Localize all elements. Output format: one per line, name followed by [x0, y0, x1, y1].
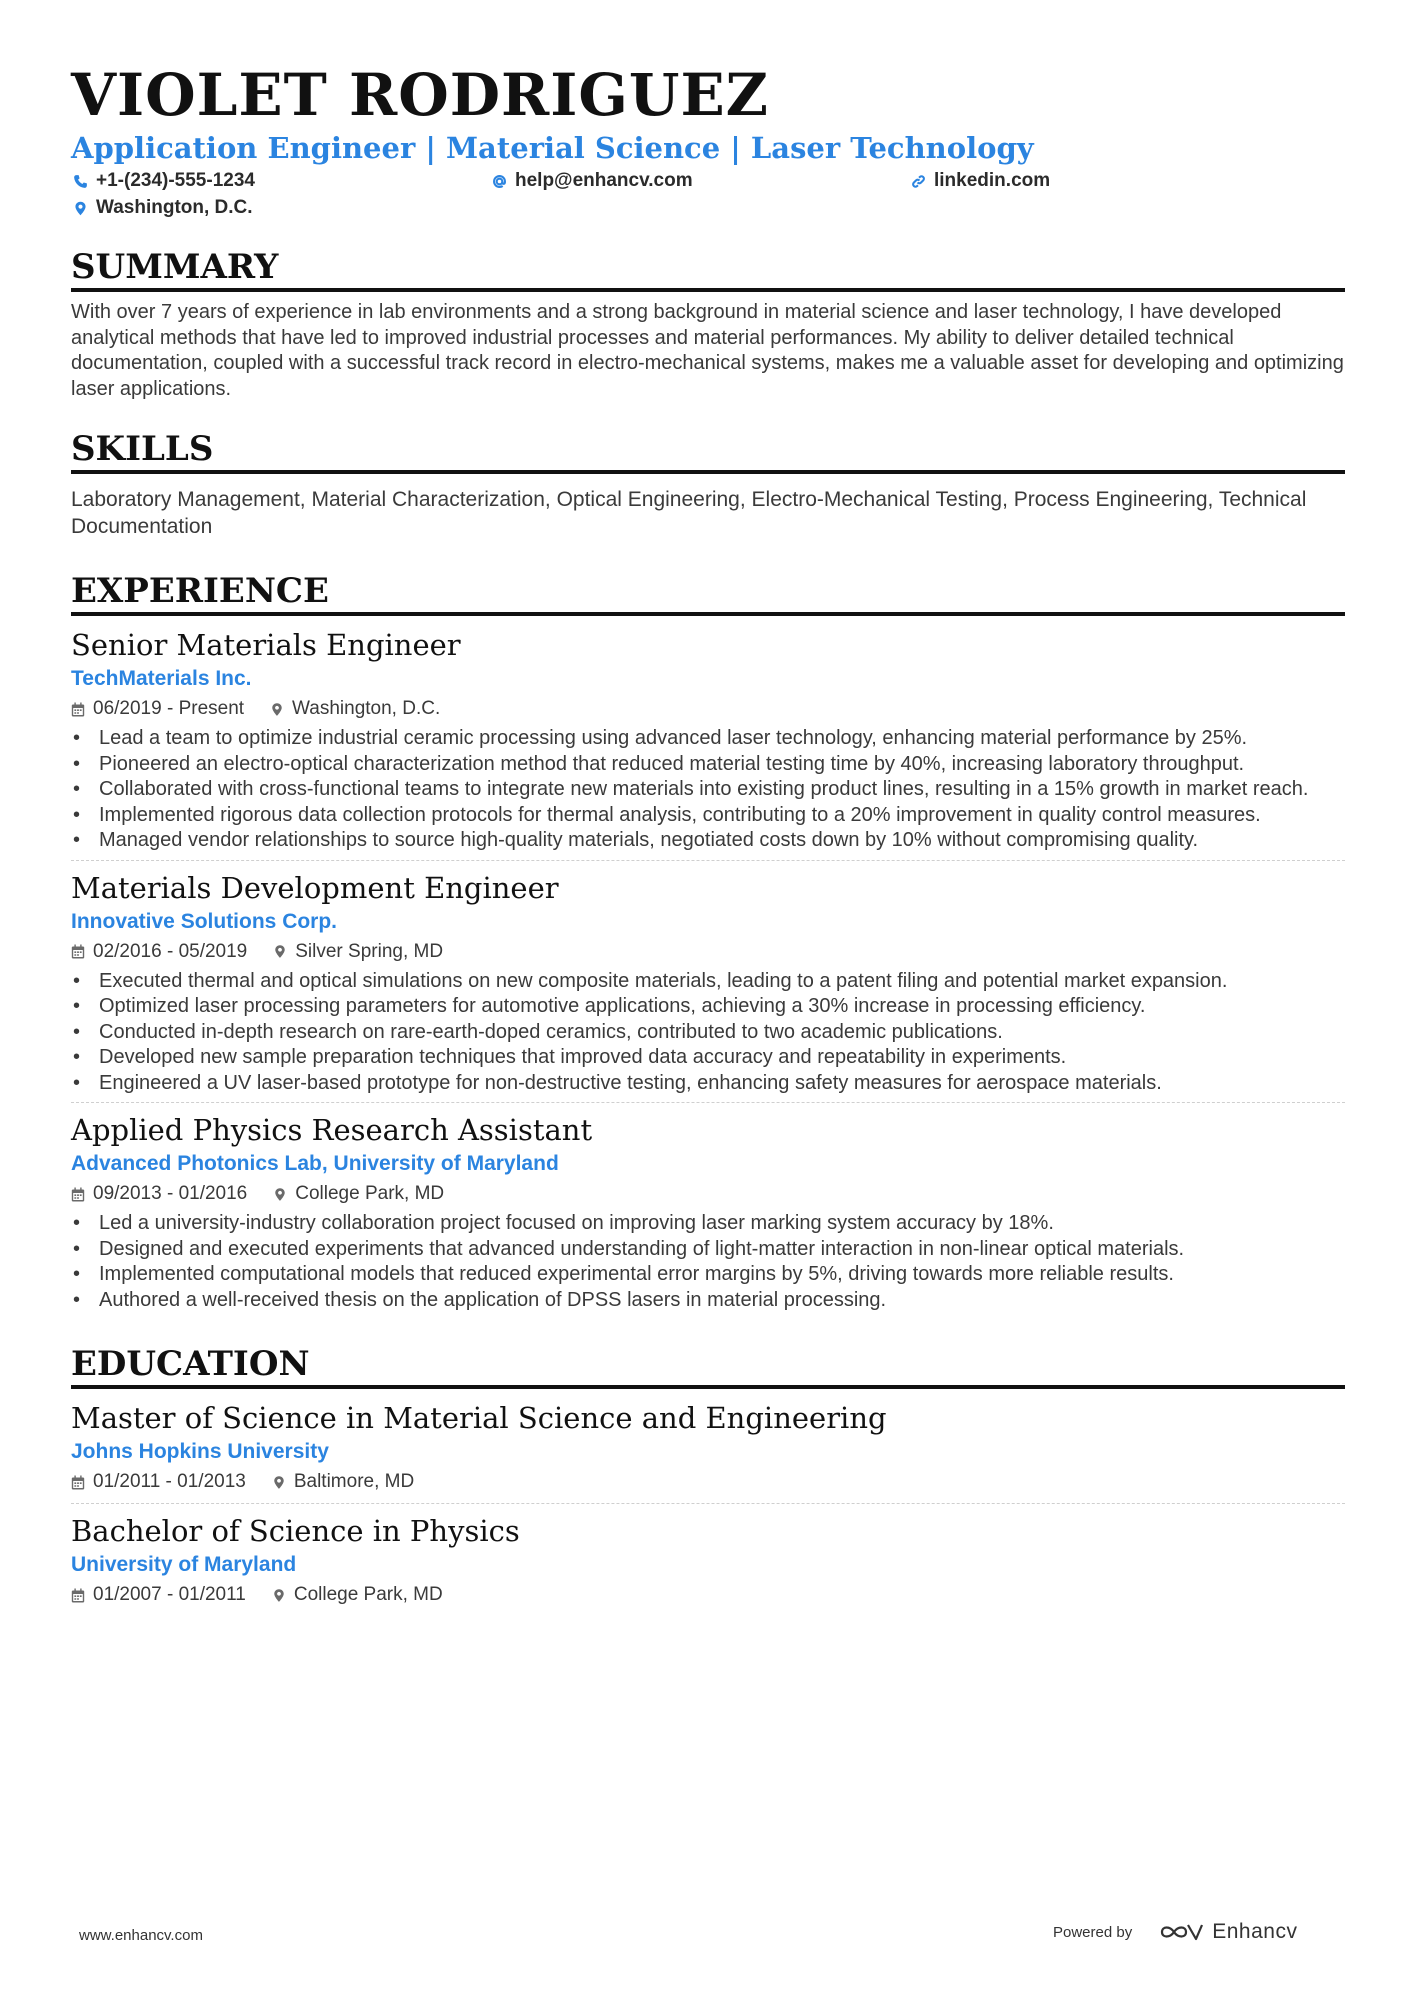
achievement-item: • Conducted in-depth research on rare-earth-doped ceramics, contributed to two academic publications.: [71, 1020, 1345, 1046]
experience-section: [71, 570, 1345, 1319]
location-pin-icon: [270, 702, 284, 717]
summary-text: With over 7 years of experience in lab environments and a strong background in material science and laser technology, I have developed analytical methods that have led to improved industrial processes and material performances. My ability to deliver detailed technical documentation, coupled with a successful track record in electro-mechanical systems, makes me a valuable asset for developing and optimizing laser applications.: [71, 301, 1344, 400]
contact-location: [73, 195, 253, 221]
entry-meta: [71, 937, 1345, 967]
entry-meta: [71, 1467, 1345, 1497]
entry-location: [272, 1467, 414, 1497]
achievement-list: [71, 1211, 1345, 1313]
job-title: Materials Development Engineer: [71, 870, 559, 905]
contact-email[interactable]: [492, 168, 693, 194]
calendar-icon: [71, 944, 85, 959]
education-section: [71, 1343, 1345, 1616]
resume-page: [71, 60, 1345, 1616]
entry-dates: [71, 1580, 246, 1610]
entry-location-text: Washington, D.C.: [292, 698, 441, 719]
achievement-list: [71, 969, 1345, 1097]
entry-dates: [71, 1467, 246, 1497]
contact-linkedin[interactable]: [911, 168, 1050, 194]
enhancv-logo[interactable]: [1158, 1920, 1297, 1944]
phone-text: +1-(234)-555-1234: [96, 170, 255, 191]
entry-dates: [71, 1179, 247, 1209]
candidate-name: VIOLET RODRIGUEZ: [71, 61, 770, 129]
phone-icon: [73, 174, 88, 189]
achievement-list: [71, 726, 1345, 854]
experience-entry: [71, 1102, 1345, 1319]
entry-location: [273, 1179, 444, 1209]
education-entry: [71, 1503, 1345, 1616]
company-name[interactable]: Advanced Photonics Lab, University of Maryland: [71, 1152, 559, 1175]
company-name[interactable]: TechMaterials Inc.: [71, 667, 252, 690]
experience-heading: EXPERIENCE: [71, 570, 1345, 616]
school-name[interactable]: University of Maryland: [71, 1553, 297, 1576]
education-heading: EDUCATION: [71, 1343, 1345, 1389]
location-pin-icon: [272, 1475, 286, 1490]
footer-branding: [1053, 1920, 1297, 1944]
calendar-icon: [71, 1475, 85, 1490]
experience-entry: [71, 860, 1345, 1103]
job-title: Applied Physics Research Assistant: [71, 1113, 593, 1147]
entry-location-text: Silver Spring, MD: [295, 940, 444, 962]
entry-location: [273, 937, 443, 967]
entry-meta: [71, 694, 1345, 724]
candidate-title: Application Engineer | Material Science | Laser Technology: [71, 131, 1034, 165]
achievement-item: • Implemented computational models that reduced experimental error margins by 5%, driving towards more reliable results.: [71, 1262, 1345, 1288]
achievement-item: • Engineered a UV laser-based prototype for non-destructive testing, enhancing safety measures for aerospace materials.: [71, 1071, 1345, 1097]
entry-location: [272, 1580, 443, 1610]
achievement-item: • Authored a well-received thesis on the application of DPSS lasers in material processing.: [71, 1288, 1345, 1314]
entry-dates-text: 06/2019 - Present: [93, 698, 245, 719]
entry-dates-text: 01/2007 - 01/2011: [93, 1584, 246, 1605]
entry-meta: [71, 1580, 1345, 1610]
education-entry: [71, 1399, 1345, 1503]
email-text: help@enhancv.com: [515, 170, 693, 191]
achievement-item: • Developed new sample preparation techniques that improved data accuracy and repeatability in experiments.: [71, 1045, 1345, 1071]
at-icon: [492, 174, 507, 189]
degree-title: Master of Science in Material Science and Engineering: [71, 1401, 887, 1435]
experience-list: [71, 626, 1345, 1319]
entry-dates: [71, 937, 247, 967]
achievement-item: • Managed vendor relationships to source high-quality materials, negotiated costs down by 10% without compromising quality.: [71, 828, 1345, 854]
calendar-icon: [71, 1187, 85, 1202]
skills-heading: SKILLS: [71, 428, 1345, 474]
achievement-item: • Collaborated with cross-functional teams to integrate new materials into existing product lines, resulting in a 15% growth in market reach.: [71, 777, 1345, 803]
entry-location: [270, 694, 440, 724]
calendar-icon: [71, 702, 85, 717]
location-pin-icon: [73, 201, 88, 216]
entry-location-text: College Park, MD: [295, 1183, 445, 1204]
skills-text: Laboratory Management, Material Characterization, Optical Engineering, Electro-Mechanical Testing, Process Engineering, Technical Documentation: [71, 488, 1307, 538]
degree-title: Bachelor of Science in Physics: [71, 1514, 520, 1548]
skills-section: [71, 428, 1345, 540]
linkedin-text: linkedin.com: [934, 170, 1051, 191]
contact-phone[interactable]: [73, 168, 255, 194]
powered-by-label: Powered by: [1053, 1923, 1133, 1941]
entry-dates: [71, 694, 244, 724]
summary-heading: SUMMARY: [71, 246, 1345, 292]
school-name[interactable]: Johns Hopkins University: [71, 1440, 329, 1463]
enhancv-logo-icon: [1158, 1920, 1204, 1944]
location-text: Washington, D.C.: [96, 197, 253, 218]
achievement-item: • Designed and executed experiments that advanced understanding of light-matter interaction in non-linear optical materials.: [71, 1237, 1345, 1263]
entry-location-text: College Park, MD: [293, 1584, 443, 1605]
entry-meta: [71, 1179, 1345, 1209]
entry-dates-text: 02/2016 - 05/2019: [93, 940, 248, 962]
achievement-item: • Implemented rigorous data collection protocols for thermal analysis, contributing to a 20% improvement in quality control measures.: [71, 803, 1345, 829]
achievement-item: • Pioneered an electro-optical characterization method that reduced material testing time by 40%, increasing laboratory throughput.: [71, 752, 1345, 778]
entry-location-text: Baltimore, MD: [293, 1471, 415, 1492]
location-pin-icon: [273, 1187, 287, 1202]
achievement-item: • Optimized laser processing parameters for automotive applications, achieving a 30% increase in processing efficiency.: [71, 994, 1345, 1020]
education-list: [71, 1399, 1345, 1616]
footer-website[interactable]: www.enhancv.com: [79, 1927, 203, 1944]
entry-dates-text: 09/2013 - 01/2016: [93, 1183, 248, 1204]
achievement-item: • Executed thermal and optical simulations on new composite materials, leading to a patent filing and potential market expansion.: [71, 969, 1345, 995]
calendar-icon: [71, 1588, 85, 1603]
company-name[interactable]: Innovative Solutions Corp.: [71, 909, 338, 933]
job-title: Senior Materials Engineer: [71, 628, 461, 662]
experience-entry: [71, 626, 1345, 860]
achievement-item: • Lead a team to optimize industrial ceramic processing using advanced laser technology, enhancing material performance by 25%.: [71, 726, 1345, 752]
summary-section: [71, 246, 1345, 402]
achievement-item: • Led a university-industry collaboration project focused on improving laser marking system accuracy by 18%.: [71, 1211, 1345, 1237]
location-pin-icon: [273, 944, 287, 959]
contact-info: [71, 168, 1345, 228]
location-pin-icon: [272, 1588, 286, 1603]
link-icon: [911, 174, 926, 189]
entry-dates-text: 01/2011 - 01/2013: [93, 1471, 246, 1492]
enhancv-wordmark: Enhancv: [1212, 1920, 1298, 1943]
